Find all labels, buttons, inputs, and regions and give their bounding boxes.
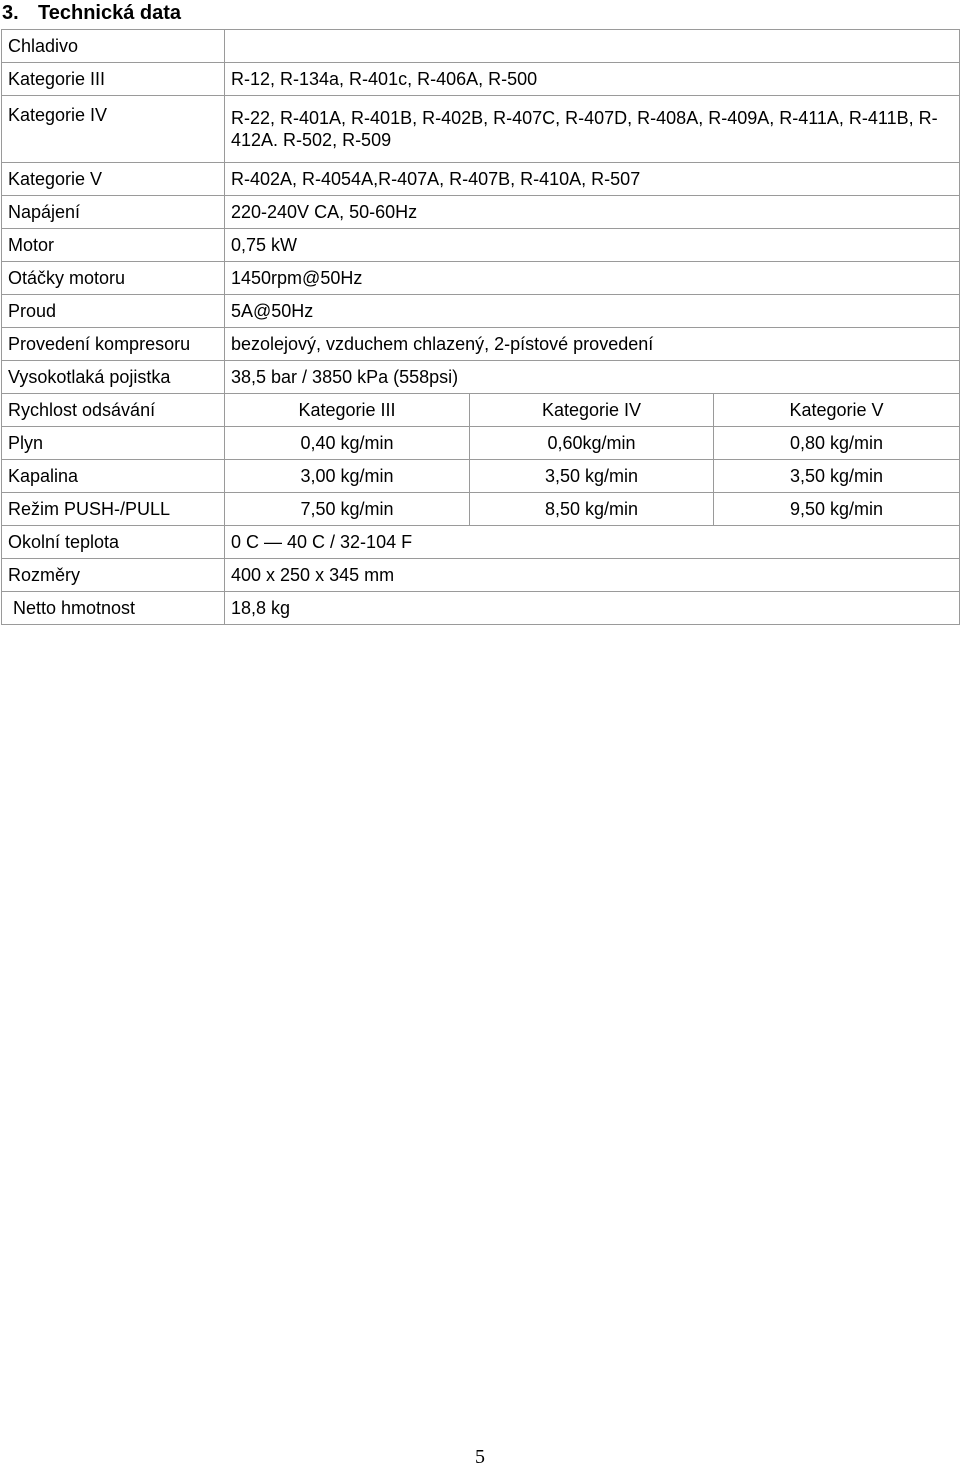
section-number: 3.	[2, 2, 19, 24]
recovery-row	[2, 460, 960, 493]
spec-label: Kategorie III	[2, 63, 225, 96]
spec-value: R-402A, R-4054A,R-407A, R-407B, R-410A, R-507	[225, 163, 960, 196]
recovery-value: 8,50 kg/min	[470, 493, 714, 526]
recovery-header-col: Kategorie IV	[470, 394, 714, 427]
table-row	[2, 196, 960, 229]
spec-label: Otáčky motoru	[2, 262, 225, 295]
spec-label: Kategorie V	[2, 163, 225, 196]
table-row	[2, 63, 960, 96]
table-row	[2, 592, 960, 625]
spec-value: R-22, R-401A, R-401B, R-402B, R-407C, R-407D, R-408A, R-409A, R-411A, R-411B, R-412A. R-502, R-509	[225, 96, 960, 163]
recovery-row	[2, 493, 960, 526]
spec-value	[225, 30, 960, 63]
recovery-header-row	[2, 394, 960, 427]
spec-label: Vysokotlaká pojistka	[2, 361, 225, 394]
spec-value: 0,75 kW	[225, 229, 960, 262]
recovery-value: 7,50 kg/min	[225, 493, 470, 526]
spec-label: Napájení	[2, 196, 225, 229]
table-row	[2, 262, 960, 295]
table-row	[2, 328, 960, 361]
recovery-header-col: Kategorie III	[225, 394, 470, 427]
recovery-header-col: Kategorie V	[714, 394, 960, 427]
table-row	[2, 526, 960, 559]
table-row	[2, 295, 960, 328]
recovery-value: 0,60kg/min	[470, 427, 714, 460]
spec-value: bezolejový, vzduchem chlazený, 2-pístové provedení	[225, 328, 960, 361]
spec-label: Netto hmotnost	[2, 592, 225, 625]
spec-label: Okolní teplota	[2, 526, 225, 559]
spec-value: 38,5 bar / 3850 kPa (558psi)	[225, 361, 960, 394]
spec-value: 18,8 kg	[225, 592, 960, 625]
technical-data-table	[1, 29, 960, 625]
table-row	[2, 559, 960, 592]
recovery-row	[2, 427, 960, 460]
spec-value: 0 C — 40 C / 32-104 F	[225, 526, 960, 559]
section-title: Technická data	[38, 2, 182, 24]
spec-label: Kategorie IV	[2, 96, 225, 163]
recovery-value: 9,50 kg/min	[714, 493, 960, 526]
spec-value: 400 x 250 x 345 mm	[225, 559, 960, 592]
spec-label: Provedení kompresoru	[2, 328, 225, 361]
table-row	[2, 361, 960, 394]
recovery-row-label: Režim PUSH-/PULL	[2, 493, 225, 526]
recovery-value: 0,80 kg/min	[714, 427, 960, 460]
recovery-row-label: Kapalina	[2, 460, 225, 493]
spec-value: 5A@50Hz	[225, 295, 960, 328]
spec-value: R-12, R-134a, R-401c, R-406A, R-500	[225, 63, 960, 96]
table-row	[2, 30, 960, 63]
spec-value: 220-240V CA, 50-60Hz	[225, 196, 960, 229]
spec-label: Rozměry	[2, 559, 225, 592]
recovery-value: 3,50 kg/min	[470, 460, 714, 493]
spec-label: Proud	[2, 295, 225, 328]
table-row	[2, 163, 960, 196]
spec-value: 1450rpm@50Hz	[225, 262, 960, 295]
section-heading	[2, 0, 181, 26]
table-row	[2, 96, 960, 163]
spec-label: Motor	[2, 229, 225, 262]
recovery-row-label: Plyn	[2, 427, 225, 460]
recovery-value: 0,40 kg/min	[225, 427, 470, 460]
page-number: 5	[475, 1446, 485, 1468]
recovery-value: 3,00 kg/min	[225, 460, 470, 493]
spec-label: Chladivo	[2, 30, 225, 63]
recovery-value: 3,50 kg/min	[714, 460, 960, 493]
table-row	[2, 229, 960, 262]
recovery-header-label: Rychlost odsávání	[2, 394, 225, 427]
